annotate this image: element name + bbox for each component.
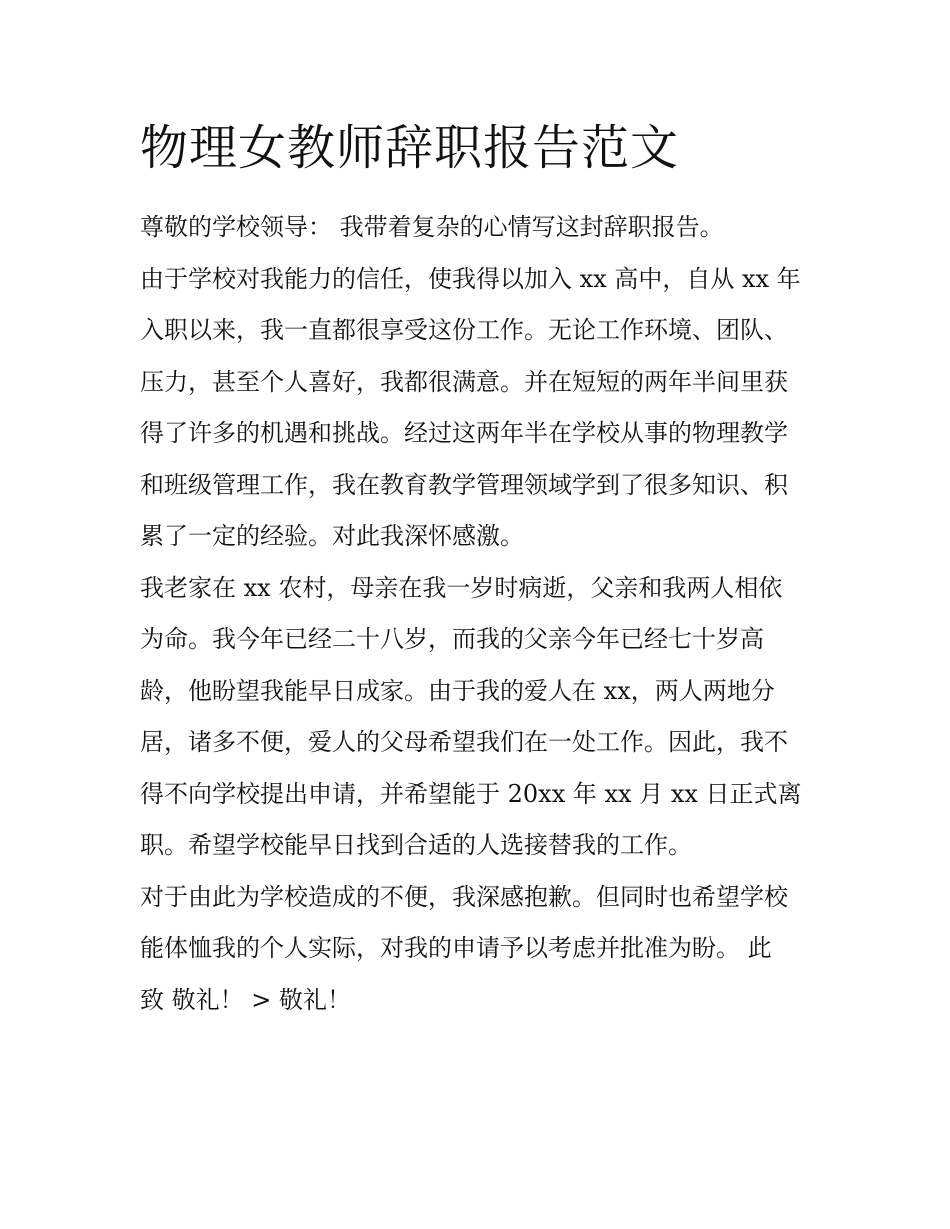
body-line: 和班级管理工作，我在教育教学管理领域学到了很多知识、积 [140,470,788,499]
body-line: 累了一定的经验。对此我深怀感激。 [140,522,524,550]
body-line: 致 敬礼！ > 敬礼！ [140,985,351,1014]
body-line: 得了许多的机遇和挑战。经过这两年半在学校从事的物理教学 [140,419,788,447]
body-line: 我老家在 xx 农村，母亲在我一岁时病逝，父亲和我两人相依 [140,573,783,602]
body-line: 居，诸多不便，爱人的父母希望我们在一处工作。因此，我不 [140,728,788,756]
body-line: 职。希望学校能早日找到合适的人选接替我的工作。 [140,831,692,859]
body-line: 能体恤我的个人实际，对我的申请予以考虑并批准为盼。 此 [140,934,772,962]
body-line: 尊敬的学校领导： 我带着复杂的心情写这封辞职报告。 [140,213,724,241]
document-title: 物理女教师辞职报告范文 [140,120,680,176]
body-line: 压力，甚至个人喜好，我都很满意。并在短短的两年半间里获 [140,367,788,396]
body-line: 入职以来，我一直都很享受这份工作。无论工作环境、团队、 [140,316,788,344]
body-line: 为命。我今年已经二十八岁，而我的父亲今年已经七十岁高 [140,625,764,653]
body-line: 得不向学校提出申请，并希望能于 20xx 年 xx 月 xx 日正式离 [140,779,802,808]
body-line: 由于学校对我能力的信任，使我得以加入 xx 高中，自从 xx 年 [140,264,801,293]
body-line: 对于由此为学校造成的不便，我深感抱歉。但同时也希望学校 [140,882,788,911]
body-line: 龄，他盼望我能早日成家。由于我的爱人在 xx，两人两地分 [140,676,775,705]
document-body [140,202,820,1026]
